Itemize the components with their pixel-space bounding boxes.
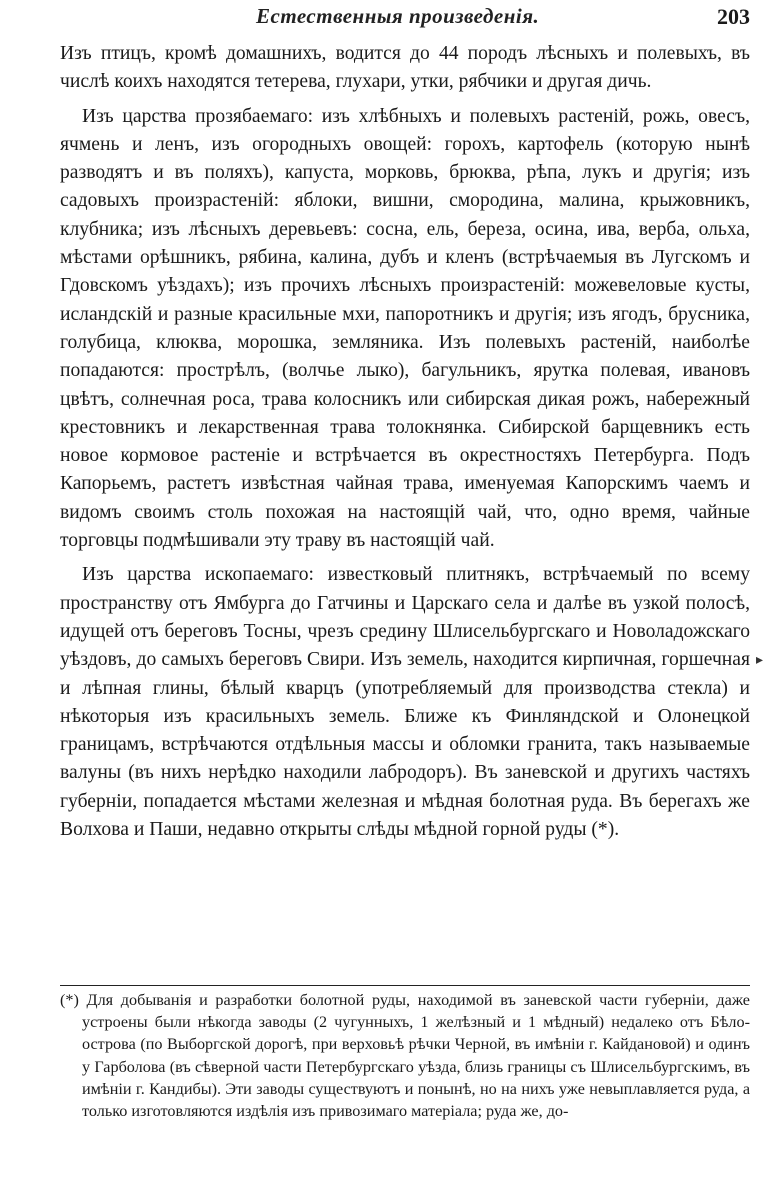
footnote-rule — [60, 985, 750, 986]
margin-mark: ▸ — [756, 652, 764, 668]
footnote: (*) Для добыванiя и разработки болотной руды, находимой въ заневской части губернiи, даже устроены были нѣкогда заводы (2 чугунныхъ, 1 желѣзный и 1 мѣдный) недалеко отъ Бѣло-острова (по Выборгской дорогѣ, при верховьѣ рѣчки Черной, въ имѣнiи г. Кайдановой) и одинъ у Гарболова (въ сѣверной части Петербургскаго уѣзда, близь границы съ Шлисельбургскимъ, въ имѣнiи г. Кандибы). Эти заводы существуютъ и понынѣ, но на нихъ уже невыплавляется руда, а только изготовляются издѣлiя изъ привозимаго матерiала; руда же, до- — [60, 991, 750, 1121]
running-title: Естественныя произведенiя. — [256, 4, 540, 28]
body-text — [60, 40, 750, 844]
page-number: 203 — [717, 4, 750, 29]
paragraph-birds: Изъ птицъ, кромѣ домашнихъ, водится до 44 породъ лѣсныхъ и полевыхъ, въ числѣ коихъ находятся тетерева, глухари, утки, рябчики и другая дичь. — [60, 43, 750, 93]
paragraph-minerals: Изъ царства ископаемаго: известковый плитнякъ, встрѣчаемый по всему пространству отъ Ямбурга до Гатчины и Царскаго села и далѣе въ узкой полосѣ, идущей отъ береговъ Тосны, чрезъ средину Шлисельбургскаго и Новоладожскаго уѣздовъ, до самыхъ береговъ Свири. Изъ земель, находится кирпичная, горшечная и лѣпная глины, бѣлый кварцъ (употребляемый для производства стекла) и нѣкоторыя изъ красильныхъ земель. Ближе къ Финляндской и Олонецкой границамъ, встрѣчаются отдѣльныя массы и обломки гранита, такъ называемые валуны (въ нихъ нерѣдко находили лабродоръ). Въ заневской и другихъ частяхъ губернiи, попадается мѣстами железная и мѣдная болотная руда. Въ берегахъ же Волхова и Паши, недавно открыты слѣды мѣдной горной руды (*). — [60, 564, 750, 841]
paragraph-plants: Изъ царства прозябаемаго: изъ хлѣбныхъ и полевыхъ растенiй, рожь, овесъ, ячмень и ленъ, изъ огородныхъ овощей: горохъ, картофель (которую нынѣ разводятъ и въ поляхъ), капуста, морковь, брюква, рѣпа, лукъ и другiя; изъ садовыхъ произрастенiй: яблоки, вишни, смородина, малина, крыжовникъ, клубника; изъ лѣсныхъ деревьевъ: сосна, ель, береза, осина, ива, верба, ольха, мѣстами орѣшникъ, рябина, калина, дубъ и кленъ (встрѣчаемыя въ Лугскомъ и Гдовскомъ уѣздахъ); изъ прочихъ лѣсныхъ произрастенiй: можевеловые кусты, исландскiй и разные красильные мхи, папоротникъ и другiя; изъ ягодъ, брусника, голубица, клюква, морошка, земляника. Изъ полевыхъ растенiй, наиболѣе попадаются: прострѣлъ, (волчье лыко), багульникъ, ярутка полевая, ивановъ цвѣтъ, солнечная роса, трава колосникъ или сибирская дикая рожъ, набережный крестовникъ и лекарственная трава толокнянка. Сибирской барщевникъ есть новое кормовое растенiе и встрѣчается въ окрестностяхъ Петербурга. Подъ Капорьемъ, растетъ извѣстная чайная трава, именуемая Капорскимъ чаемъ и видомъ своимъ столь похожая на настоящiй чай, что, одно время, чайные торговцы подмѣшивали эту траву въ настоящiй чай. — [60, 105, 750, 552]
running-head — [60, 2, 750, 30]
footnotes — [60, 989, 750, 1122]
